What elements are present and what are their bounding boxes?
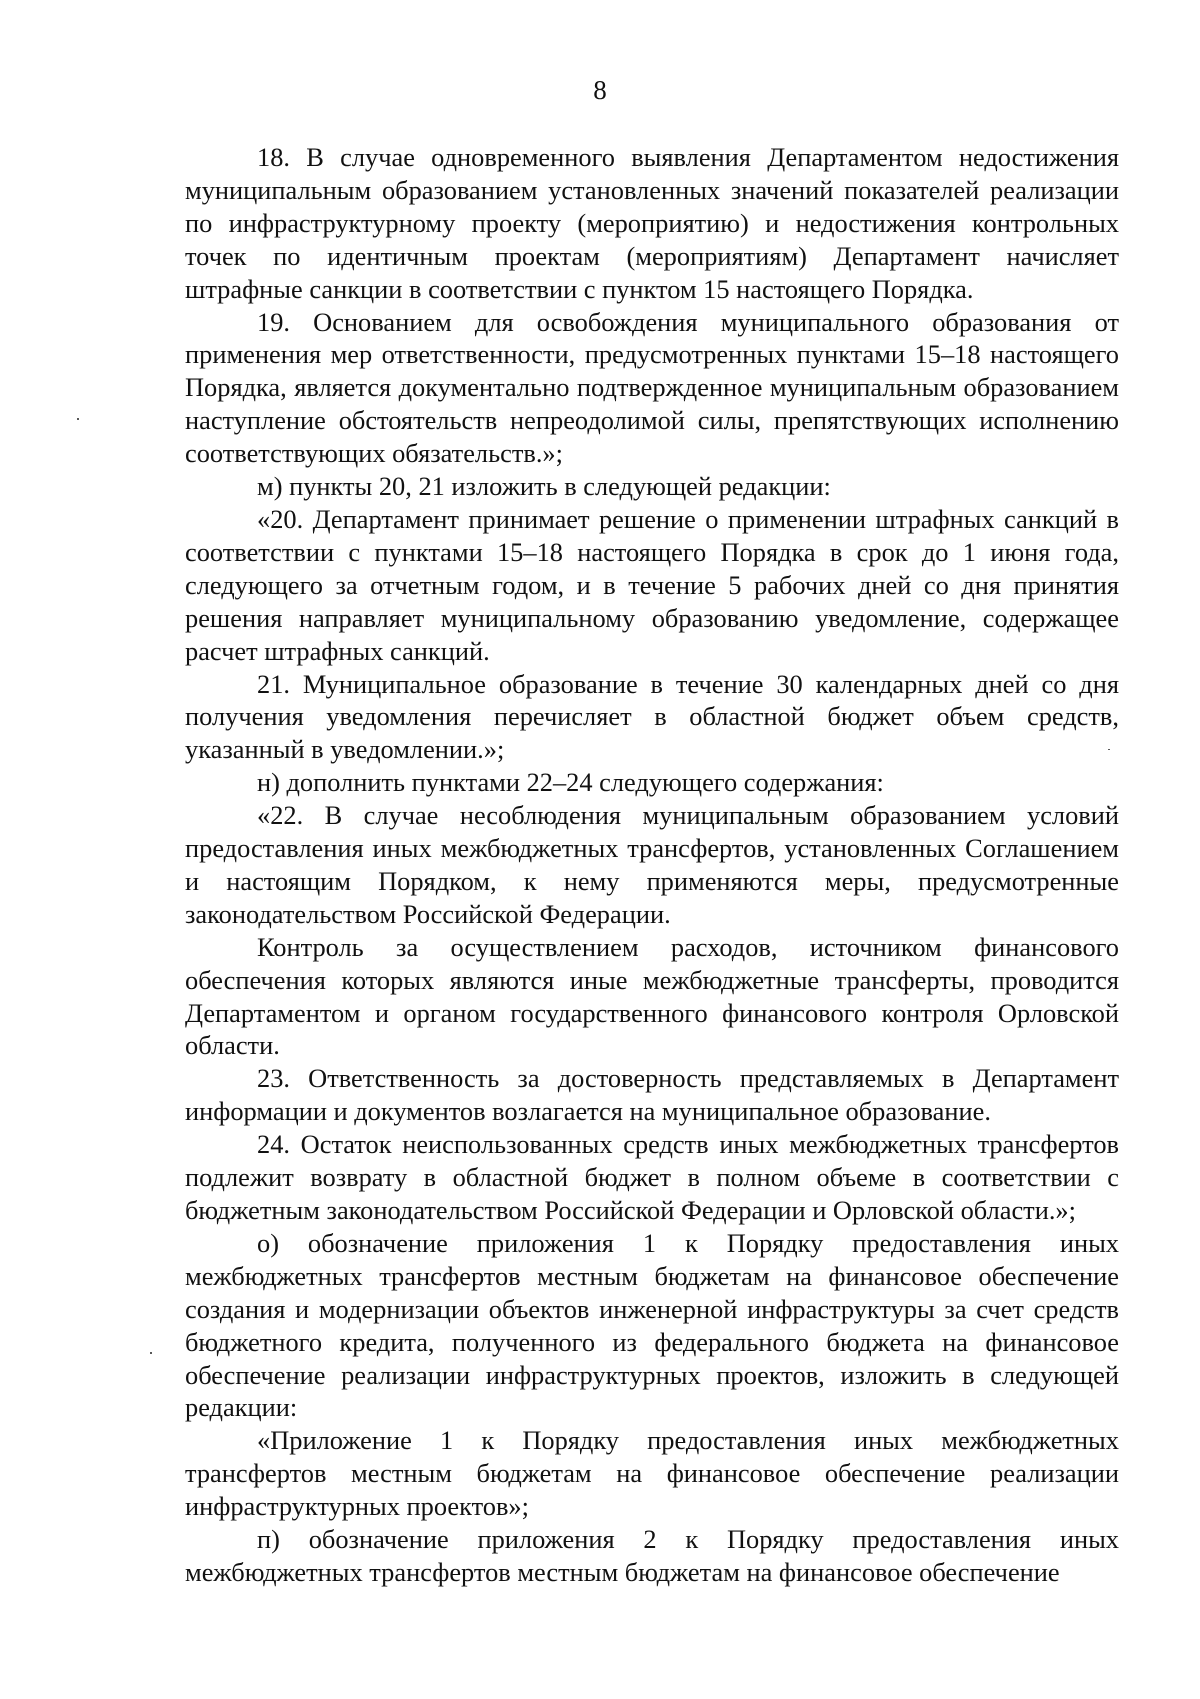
paragraph-22: «22. В случае несоблюдения муниципальным образованием условий предоставления иных межбюджетных трансфертов, установленных Соглашением и настоящим Порядком, к нему применяются меры, предусмотренные законодательством Российской Федерации. (185, 800, 1119, 929)
scan-speck (150, 1352, 152, 1354)
paragraph-p: п) обозначение приложения 2 к Порядку предоставления иных межбюджетных трансфертов местным бюджетам на финансовое обеспечение (185, 1524, 1119, 1587)
paragraph-19: 19. Основанием для освобождения муниципального образования от применения мер ответственности, предусмотренных пунктами 15–18 настоящего Порядка, является документально подтвержденное муниципальным образованием наступление обстоятельств непреодолимой силы, препятствующих исполнению соответствующих обязательств.»; (185, 306, 1119, 469)
page-number: 8 (593, 75, 607, 105)
paragraph-23: 23. Ответственность за достоверность представляемых в Департамент информации и документов возлагается на муниципальное образование. (185, 1063, 1119, 1127)
paragraph-21: 21. Муниципальное образование в течение 30 календарных дней со дня получения уведомления перечисляет в областной бюджет объем средств, указанный в уведомлении.»; (185, 668, 1119, 765)
paragraph-18: 18. В случае одновременного выявления Департаментом недостижения муниципальным образованием установленных значений показателей реализации по инфраструктурному проекту (мероприятию) и недостижения контрольных точек по идентичным проектам (мероприятиям) Департамент начисляет штрафные санкции в соответствии с пунктом 15 настоящего Порядка. (185, 142, 1119, 304)
paragraph-appendix-1: «Приложение 1 к Порядку предоставления иных межбюджетных трансфертов местным бюджетам на финансовое обеспечение реализации инфраструктурных проектов»; (185, 1425, 1119, 1522)
paragraph-o: о) обозначение приложения 1 к Порядку предоставления иных межбюджетных трансфертов местным бюджетам на финансовое обеспечение создания и модернизации объектов инженерной инфраструктуры за счет средств бюджетного кредита, полученного из федерального бюджета на финансовое обеспечение реализации инфраструктурных проектов, изложить в следующей редакции: (185, 1227, 1119, 1423)
paragraph-n: н) дополнить пунктами 22–24 следующего содержания: (257, 767, 884, 798)
scan-speck (77, 418, 79, 420)
paragraph-m: м) пункты 20, 21 изложить в следующей редакции: (257, 471, 831, 502)
scan-speck (1108, 749, 1110, 750)
document-body (185, 141, 1119, 1589)
paragraph-24: 24. Остаток неиспользованных средств иных межбюджетных трансфертов подлежит возврату в областной бюджет в полном объеме в соответствии с бюджетным законодательством Российской Федерации и Орловской области.»; (185, 1129, 1119, 1225)
paragraph-control: Контроль за осуществлением расходов, источником финансового обеспечения которых являются иные межбюджетные трансферты, проводится Департаментом и органом государственного финансового контроля Орловской области. (185, 931, 1119, 1061)
paragraph-20: «20. Департамент принимает решение о применении штрафных санкций в соответствии с пунктами 15–18 настоящего Порядка в срок до 1 июня года, следующего за отчетным годом, и в течение 5 рабочих дней со дня принятия решения направляет муниципальному образованию уведомление, содержащее расчет штрафных санкций. (185, 503, 1119, 666)
